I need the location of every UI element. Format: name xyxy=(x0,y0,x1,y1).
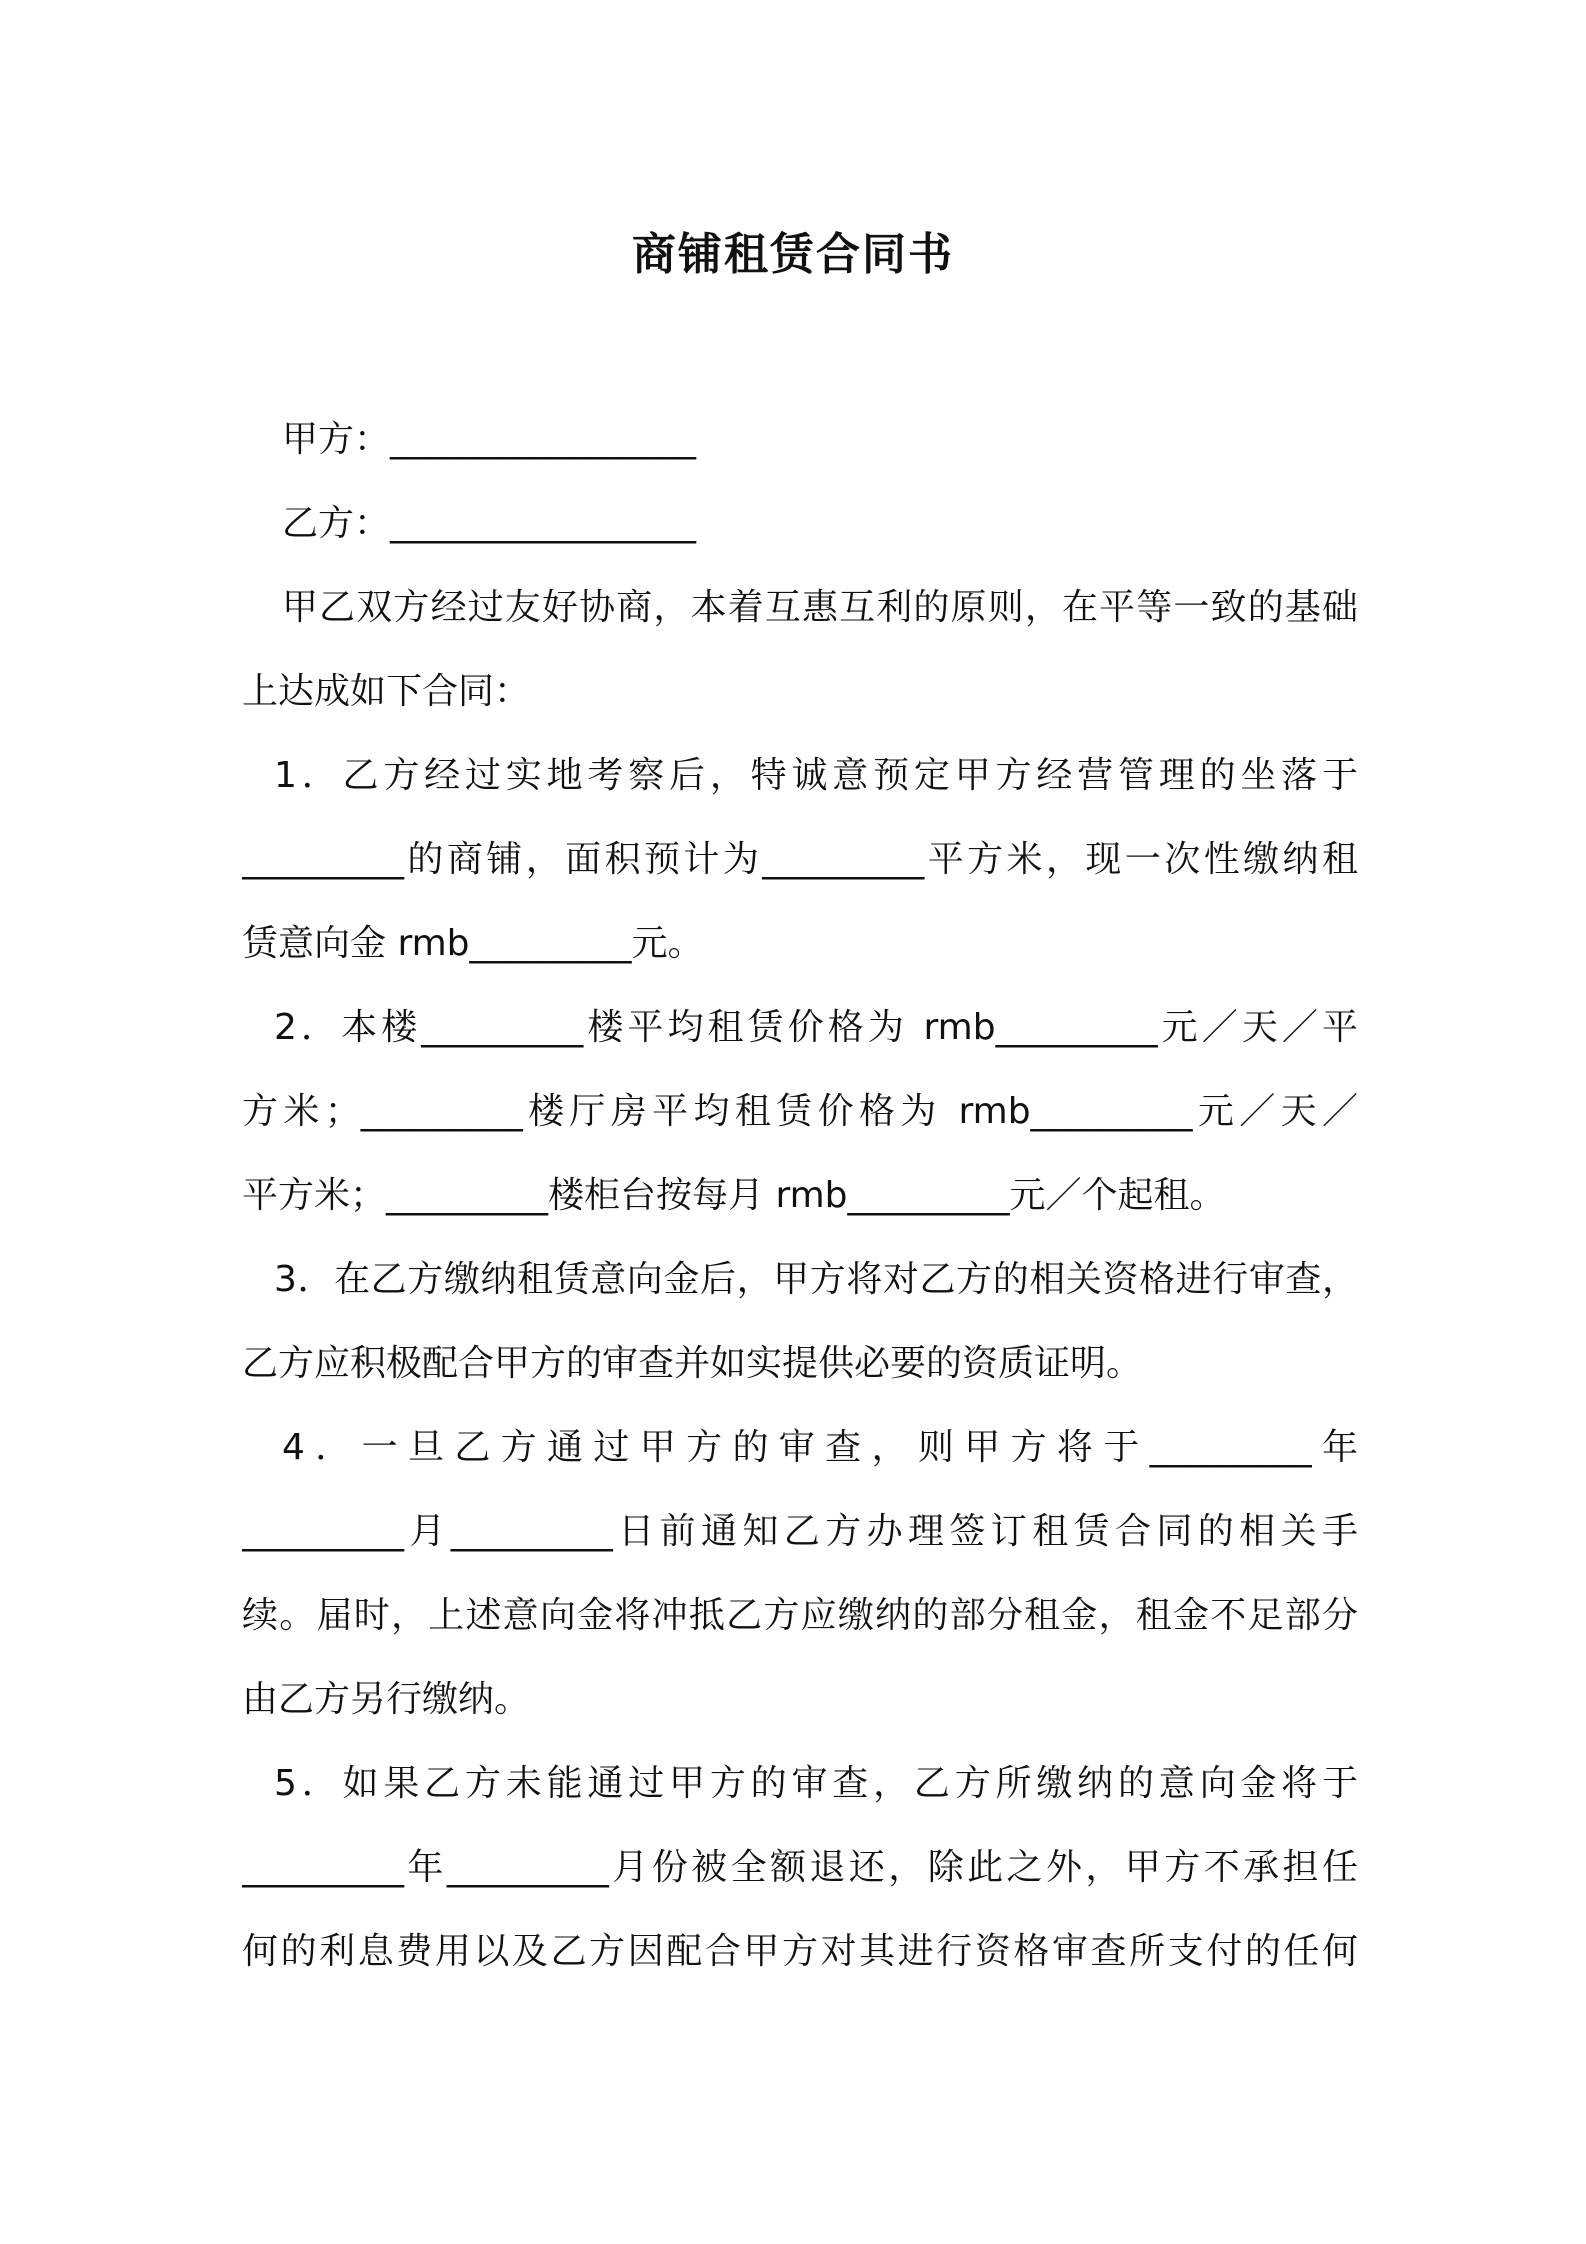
clause-5-line: 5．如果乙方未能通过甲方的审查，乙方所缴纳的意向金将于 xyxy=(274,1763,1358,1804)
party-a-line: 甲方：_________________ xyxy=(282,419,697,460)
clause-5-line: _________年_________月份被全额退还，除此之外，甲方不承担任 xyxy=(242,1847,1358,1888)
clause-4-line: 续。届时，上述意向金将冲抵乙方应缴纳的部分租金，租金不足部分 xyxy=(242,1595,1358,1636)
clause-3-line: 3．在乙方缴纳租赁意向金后，甲方将对乙方的相关资格进行审查， xyxy=(274,1259,1358,1300)
clause-4-line: 由乙方另行缴纳。 xyxy=(242,1679,531,1720)
clause-1-line: _________的商铺，面积预计为_________平方米，现一次性缴纳租 xyxy=(242,839,1358,880)
clause-4-line: _________月_________日前通知乙方办理签订租赁合同的相关手 xyxy=(242,1511,1358,1552)
clause-2-line: 方米；_________楼厅房平均租赁价格为 rmb_________元／天／ xyxy=(242,1091,1358,1132)
party-b-line: 乙方：_________________ xyxy=(282,503,697,544)
clause-3-line: 乙方应积极配合甲方的审查并如实提供必要的资质证明。 xyxy=(242,1343,1143,1384)
clause-5-line: 何的利息费用以及乙方因配合甲方对其进行资格审查所支付的任何 xyxy=(242,1931,1358,1972)
preamble-line: 上达成如下合同： xyxy=(242,671,531,712)
clause-1-line: 1．乙方经过实地考察后，特诚意预定甲方经营管理的坐落于 xyxy=(274,755,1358,796)
preamble-line: 甲乙双方经过友好协商，本着互惠互利的原则，在平等一致的基础 xyxy=(282,587,1358,628)
clause-1-line: 赁意向金 rmb_________元。 xyxy=(242,923,704,964)
clause-4-line: 4．一旦乙方通过甲方的审查，则甲方将于_________年 xyxy=(282,1427,1358,1468)
clause-2-line: 2．本楼_________楼平均租赁价格为 rmb_________元／天／平 xyxy=(274,1007,1358,1048)
document-body xyxy=(242,398,1358,1994)
document-title: 商铺租赁合同书 xyxy=(632,229,954,280)
clause-2-line: 平方米；_________楼柜台按每月 rmb_________元／个起租。 xyxy=(242,1175,1226,1216)
